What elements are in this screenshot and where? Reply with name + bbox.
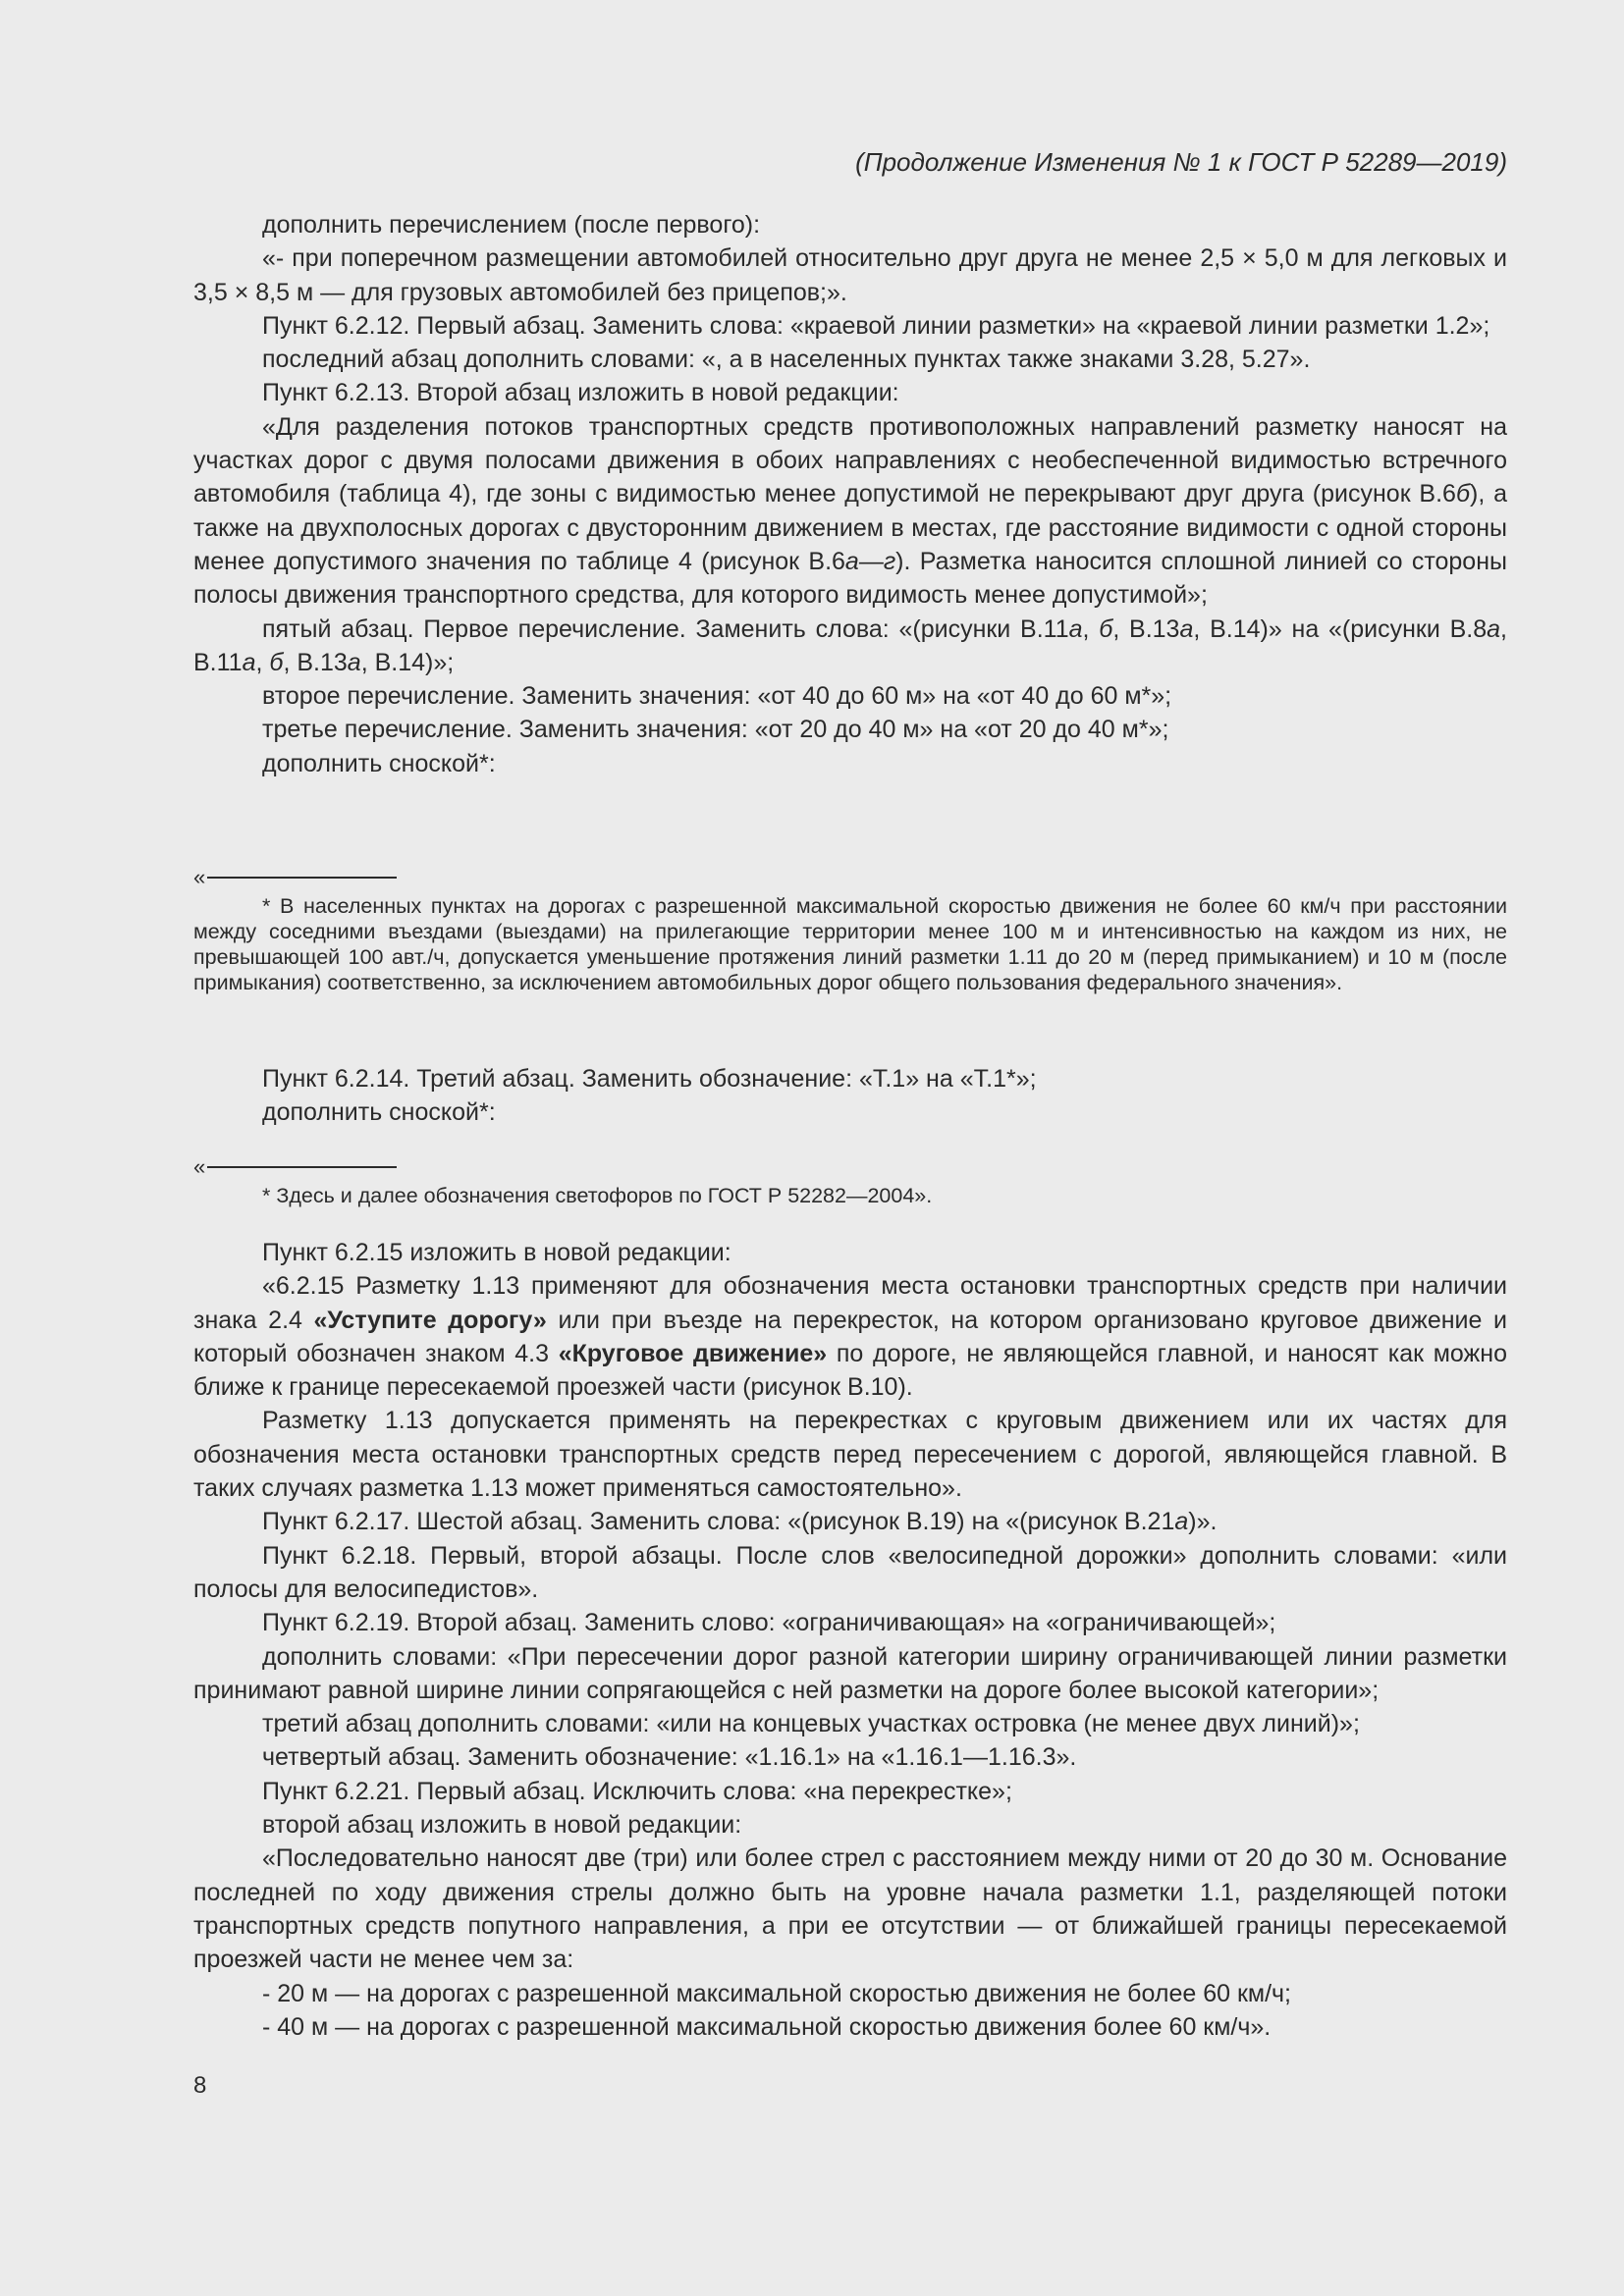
paragraph bbox=[193, 1808, 1507, 1842]
footnote-separator-1 bbox=[193, 866, 397, 889]
text-run: Разметку 1.13 допускается применять на перекрестках с круговым движением или их частях для обозначения места остановки транспортных средств перед пересечением с дорогой, являющейся главной. В таких случаях разметка 1.13 может применяться самостоятельно». bbox=[193, 1407, 1507, 1503]
text-run: «6.2.15 Разметку 1.13 применяют для обозначения места остановки транспортных средств при наличии знака 2.4 bbox=[193, 1272, 1507, 1334]
text-run: «Последовательно наносят две (три) или более стрел с расстоянием между ними от 20 до 30 м. Основание последней по ходу движения стрелы должно быть на уровне начала разметки 1.1, разделяющей потоки транспортных средств попутного направления, а при ее отсутствии — от ближайшей границы пересекаемой проезжей части не менее чем за: bbox=[193, 1844, 1507, 1974]
text-run: , В.14)»; bbox=[360, 648, 455, 676]
text-run: «Для разделения потоков транспортных средств противоположных направлений разметку наносят на участках дорог с двумя полосами движения в обоих направлениях с необеспеченной видимостью встречного автомобиля (таблица 4), где зоны с видимостью менее допустимой не перекрывают друг друга (рисунок В.6 bbox=[193, 412, 1507, 508]
text-run: Пункт 6.2.19. Второй абзац. Заменить слово: «ограничивающая» на «ограничивающей»; bbox=[262, 1609, 1276, 1637]
footnote-text: * В населенных пунктах на дорогах с разрешенной максимальной скоростью движения не более 60 км/ч при расстоянии между соседними въездами (выездами) на прилегающие территории менее 100 м и интенсивностью на каждом из них, не превышающей 100 авт./ч, допускается уменьшение протяжения линий разметки 1.11 до 20 м (перед примыканием) и 10 м (после примыкания) соответственно, за исключением автомобильных дорог общего пользования федерального значения». bbox=[193, 894, 1507, 994]
text-run: Пункт 6.2.15 изложить в новой редакции: bbox=[262, 1239, 731, 1266]
page-number: 8 bbox=[193, 2072, 207, 2099]
bold-text: «Круговое движение» bbox=[558, 1339, 828, 1367]
italic-text: а bbox=[844, 547, 859, 575]
paragraph bbox=[193, 376, 1507, 409]
text-run: второй абзац изложить в новой редакции: bbox=[262, 1811, 742, 1840]
paragraph bbox=[193, 1505, 1507, 1538]
text-run: пятый абзац. Первое перечисление. Заменить слова: «(рисунки В.11 bbox=[262, 614, 1069, 643]
bold-text: «Уступите дорогу» bbox=[313, 1306, 547, 1334]
italic-text: б bbox=[1099, 614, 1113, 643]
paragraph bbox=[193, 1707, 1507, 1740]
text-run: дополнить сноской*: bbox=[262, 749, 496, 777]
text-run: , В.14)» на «(рисунки В.8 bbox=[1193, 614, 1488, 643]
text-run: , bbox=[255, 648, 270, 676]
paragraph bbox=[193, 1842, 1507, 1976]
italic-text: г bbox=[883, 547, 896, 575]
italic-text: а bbox=[1068, 614, 1083, 643]
paragraph bbox=[193, 343, 1507, 376]
italic-text: а bbox=[1174, 1508, 1189, 1536]
text-run: или при въезде на перекресток, на котором организовано круговое движение и который обозначен знаком 4.3 bbox=[193, 1306, 1507, 1367]
page-header: (Продолжение Изменения № 1 к ГОСТ Р 52289—2019) bbox=[855, 147, 1507, 177]
italic-text: а bbox=[1179, 614, 1194, 643]
paragraph bbox=[193, 1740, 1507, 1774]
text-run: четвертый абзац. Заменить обозначение: «1.16.1» на «1.16.1—1.16.3». bbox=[262, 1743, 1077, 1772]
text-run: ). Разметка наносится сплошной линией со стороны полосы движения транспортного средства, для которого видимость менее допустимой»; bbox=[193, 547, 1507, 610]
separator-line bbox=[207, 1166, 397, 1168]
paragraph bbox=[193, 1640, 1507, 1708]
italic-text: а bbox=[1487, 614, 1501, 643]
italic-text: б bbox=[269, 648, 284, 676]
text-run: - 20 м — на дорогах с разрешенной максимальной скоростью движения не более 60 км/ч; bbox=[262, 1979, 1291, 2007]
text-block-1 bbox=[193, 208, 1507, 780]
opening-quote-mark: « bbox=[193, 865, 206, 889]
text-run: , В.11 bbox=[193, 614, 1507, 676]
text-run: Пункт 6.2.21. Первый абзац. Исключить слова: «на перекрестке»; bbox=[262, 1777, 1012, 1805]
italic-text: б bbox=[1455, 480, 1471, 508]
paragraph bbox=[193, 1095, 1507, 1129]
text-run: ), а также на двухполосных дорогах с двусторонним движением в местах, где расстояние видимости с одной стороны менее допустимого значения по таблице 4 (рисунок В.6 bbox=[193, 480, 1507, 575]
paragraph bbox=[193, 1539, 1507, 1607]
text-run: Пункт 6.2.18. Первый, второй абзацы. После слов «велосипедной дорожки» дополнить словами: «или полосы для велосипедистов». bbox=[193, 1541, 1507, 1603]
text-run: Пункт 6.2.13. Второй абзац изложить в новой редакции: bbox=[262, 379, 899, 407]
paragraph bbox=[193, 1977, 1507, 2010]
text-run: последний абзац дополнить словами: «, а в населенных пунктах также знаками 3.28, 5.27». bbox=[262, 346, 1311, 374]
footnote-2 bbox=[193, 1183, 1507, 1208]
text-run: Пункт 6.2.14. Третий абзац. Заменить обозначение: «Т.1» на «Т.1*»; bbox=[262, 1065, 1037, 1093]
text-run: )». bbox=[1188, 1508, 1218, 1536]
paragraph bbox=[193, 1606, 1507, 1639]
text-run: второе перечисление. Заменить значения: «от 40 до 60 м» на «от 40 до 60 м*»; bbox=[262, 682, 1172, 711]
paragraph bbox=[193, 208, 1507, 241]
footnote-separator-2 bbox=[193, 1155, 397, 1179]
text-run: , bbox=[1082, 614, 1100, 643]
text-run: дополнить перечислением (после первого): bbox=[262, 211, 761, 239]
italic-text: а bbox=[242, 648, 256, 676]
paragraph bbox=[193, 2010, 1507, 2044]
text-run: дополнить словами: «При пересечении дорог разной категории ширину ограничивающей линии разметки принимают равной ширине линии сопрягающейся с ней разметки на дороге более высокой категории»; bbox=[193, 1642, 1507, 1704]
text-run: «- при поперечном размещении автомобилей относительно друг друга не менее 2,5 × 5,0 м для легковых и 3,5 × 8,5 м — для грузовых автомобилей без прицепов;». bbox=[193, 244, 1507, 306]
text-run: Пункт 6.2.12. Первый абзац. Заменить слова: «краевой линии разметки» на «краевой линии разметки 1.2»; bbox=[262, 311, 1490, 340]
opening-quote-mark: « bbox=[193, 1154, 206, 1179]
separator-line bbox=[207, 877, 397, 879]
paragraph bbox=[193, 1404, 1507, 1505]
paragraph bbox=[193, 1236, 1507, 1269]
paragraph bbox=[193, 713, 1507, 746]
paragraph bbox=[193, 410, 1507, 613]
text-run: , В.13 bbox=[1112, 614, 1180, 643]
footnote-text: * Здесь и далее обозначения светофоров по ГОСТ Р 52282—2004». bbox=[262, 1184, 933, 1207]
text-run: , В.13 bbox=[283, 648, 348, 676]
text-run: - 40 м — на дорогах с разрешенной максимальной скоростью движения более 60 км/ч». bbox=[262, 2012, 1272, 2041]
text-run: дополнить сноской*: bbox=[262, 1098, 496, 1127]
paragraph bbox=[193, 747, 1507, 780]
text-run: по дороге, не являющейся главной, и наносят как можно ближе к границе пересекаемой проезжей части (рисунок В.10). bbox=[193, 1339, 1507, 1402]
text-run: Пункт 6.2.17. Шестой абзац. Заменить слова: «(рисунок В.19) на «(рисунок В.21 bbox=[262, 1508, 1175, 1536]
footnote-1 bbox=[193, 893, 1507, 995]
text-block-3 bbox=[193, 1236, 1507, 2044]
paragraph bbox=[193, 679, 1507, 713]
paragraph bbox=[193, 241, 1507, 309]
paragraph bbox=[193, 309, 1507, 343]
paragraph bbox=[193, 1269, 1507, 1404]
text-run: третий абзац дополнить словами: «или на концевых участках островка (не менее двух линий)»; bbox=[262, 1710, 1360, 1738]
italic-text: а bbox=[347, 648, 361, 676]
text-run: третье перечисление. Заменить значения: «от 20 до 40 м» на «от 20 до 40 м*»; bbox=[262, 716, 1169, 744]
text-block-2 bbox=[193, 1062, 1507, 1130]
paragraph bbox=[193, 1062, 1507, 1095]
text-run: — bbox=[858, 547, 884, 575]
paragraph bbox=[193, 1775, 1507, 1808]
paragraph bbox=[193, 613, 1507, 680]
